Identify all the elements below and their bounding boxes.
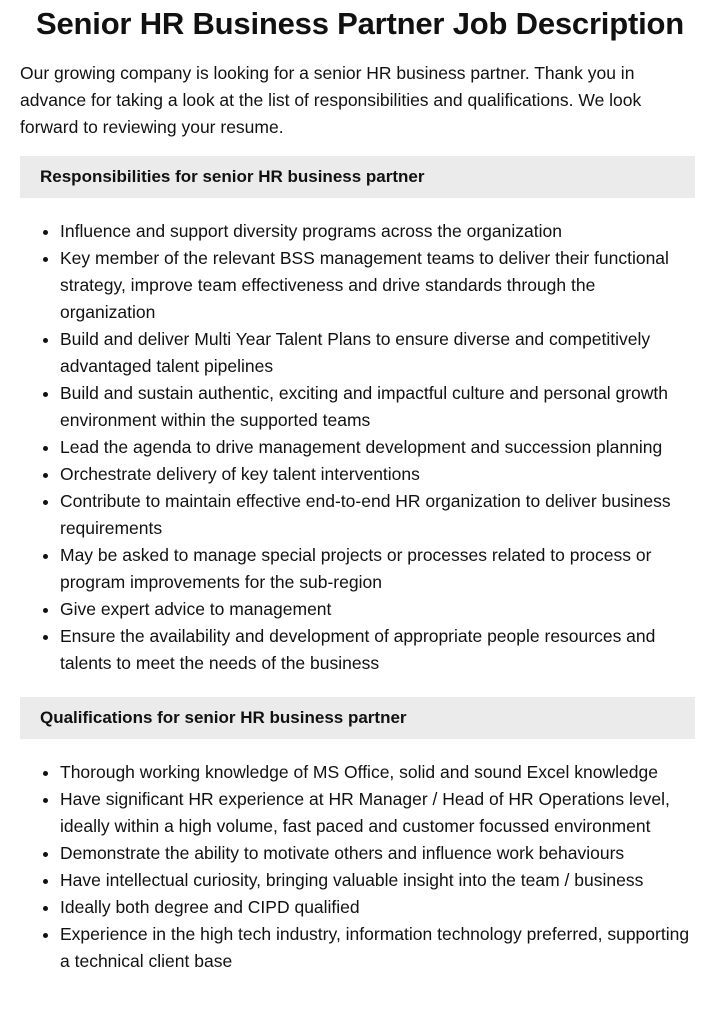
list-item: • Key member of the relevant BSS management teams to deliver their functional strategy, improve team effectiveness and drive standards through the organization	[60, 245, 695, 326]
list-item: • Lead the agenda to drive management development and succession planning	[60, 434, 695, 461]
list-item: • Ideally both degree and CIPD qualified	[60, 894, 695, 921]
page-title: Senior HR Business Partner Job Description	[36, 6, 684, 41]
list-item: • May be asked to manage special projects or processes related to process or program improvements for the sub-region	[60, 542, 695, 596]
qualifications-heading: Qualifications for senior HR business partner	[20, 697, 695, 739]
responsibilities-heading: Responsibilities for senior HR business partner	[20, 156, 695, 198]
list-item: • Have intellectual curiosity, bringing valuable insight into the team / business	[60, 867, 695, 894]
list-item: • Build and deliver Multi Year Talent Plans to ensure diverse and competitively advantaged talent pipelines	[60, 326, 695, 380]
responsibilities-list	[20, 218, 695, 677]
intro-paragraph: Our growing company is looking for a senior HR business partner. Thank you in advance for taking a look at the list of responsibilities and qualifications. We look forward to reviewing your resume.	[20, 63, 642, 137]
list-item: • Orchestrate delivery of key talent interventions	[60, 461, 695, 488]
list-item: • Have significant HR experience at HR Manager / Head of HR Operations level, ideally within a high volume, fast paced and customer focussed environment	[60, 786, 695, 840]
list-item: • Experience in the high tech industry, information technology preferred, supporting a technical client base	[60, 921, 695, 975]
list-item: • Ensure the availability and development of appropriate people resources and talents to meet the needs of the business	[60, 623, 695, 677]
list-item: • Influence and support diversity programs across the organization	[60, 218, 695, 245]
list-item: • Build and sustain authentic, exciting and impactful culture and personal growth environment within the supported teams	[60, 380, 695, 434]
list-item: • Thorough working knowledge of MS Office, solid and sound Excel knowledge	[60, 759, 695, 786]
list-item: • Give expert advice to management	[60, 596, 695, 623]
list-item: • Demonstrate the ability to motivate others and influence work behaviours	[60, 840, 695, 867]
list-item: • Contribute to maintain effective end-to-end HR organization to deliver business requirements	[60, 488, 695, 542]
qualifications-list	[20, 759, 695, 975]
